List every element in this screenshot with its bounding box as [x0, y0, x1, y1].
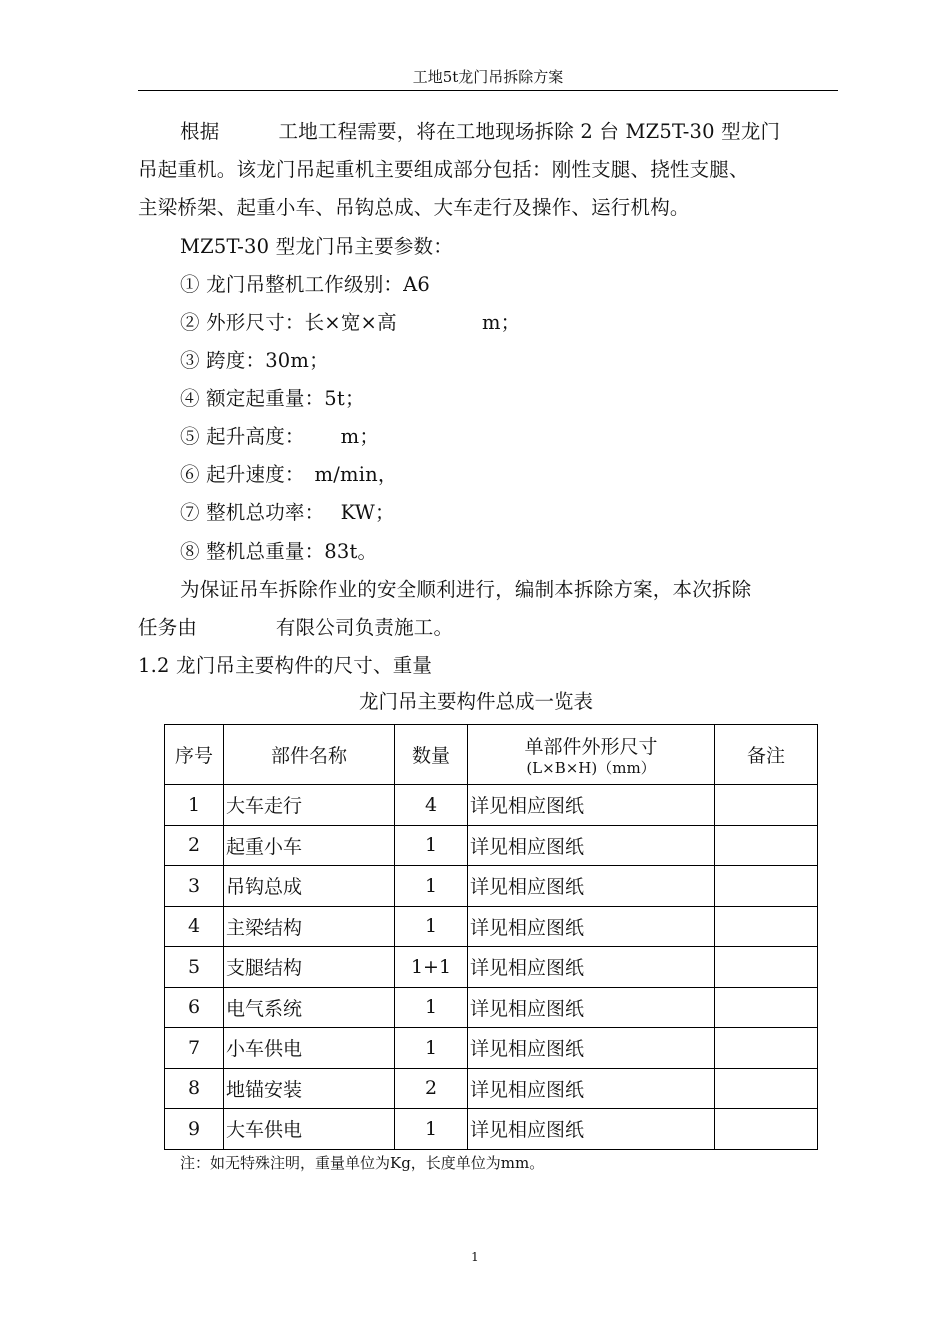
table-note: 注：如无特殊注明，重量单位为Kg，长度单位为mm。	[180, 1154, 545, 1172]
cell-qty: 1	[395, 825, 468, 866]
table-title: 龙门吊主要构件总成一览表	[358, 690, 593, 713]
cell-remark	[715, 906, 818, 947]
table-row	[165, 1068, 818, 1109]
cell-remark	[715, 785, 818, 826]
cell-name: 小车供电	[224, 1028, 395, 1069]
cell-size: 详见相应图纸	[468, 906, 715, 947]
paragraph-intro-line-1: 根据 工地工程需要，将在工地现场拆除 2 台 MZ5T-30 型龙门	[180, 120, 781, 143]
param-item-7: ⑦ 整机总功率： KW；	[180, 501, 395, 524]
param-item-2: ② 外形尺寸：长×宽×高 m；	[180, 311, 521, 334]
cell-qty: 1	[395, 1109, 468, 1150]
cell-no: 1	[165, 785, 224, 826]
cell-no: 5	[165, 947, 224, 988]
page-header-title: 工地5t龙门吊拆除方案	[412, 68, 564, 86]
paragraph-intro-line-3: 主梁桥架、起重小车、吊钩总成、大车走行及操作、运行机构。	[138, 196, 690, 219]
cell-name: 大车走行	[224, 785, 395, 826]
table-row	[165, 987, 818, 1028]
cell-name: 起重小车	[224, 825, 395, 866]
header-size	[468, 725, 715, 785]
header-no: 序号	[165, 725, 224, 785]
paragraph-intro-line-2: 吊起重机。该龙门吊起重机主要组成部分包括：刚性支腿、挠性支腿、	[138, 158, 749, 181]
cell-size: 详见相应图纸	[468, 1109, 715, 1150]
page-number: 1	[471, 1250, 479, 1264]
cell-qty: 2	[395, 1068, 468, 1109]
cell-no: 6	[165, 987, 224, 1028]
table-row	[165, 866, 818, 907]
cell-name: 吊钩总成	[224, 866, 395, 907]
cell-size: 详见相应图纸	[468, 947, 715, 988]
header-size-units: (L×B×H)（mm）	[526, 759, 656, 777]
table-row	[165, 906, 818, 947]
header-remark: 备注	[715, 725, 818, 785]
cell-qty: 1+1	[395, 947, 468, 988]
table-row	[165, 947, 818, 988]
cell-qty: 4	[395, 785, 468, 826]
cell-remark	[715, 1028, 818, 1069]
param-item-6: ⑥ 起升速度： m/min，	[180, 463, 398, 486]
param-item-3: ③ 跨度：30m；	[180, 349, 329, 372]
cell-remark	[715, 947, 818, 988]
cell-size: 详见相应图纸	[468, 785, 715, 826]
header-size-label: 单部件外形尺寸	[524, 736, 658, 758]
cell-qty: 1	[395, 866, 468, 907]
header-divider	[138, 90, 838, 91]
cell-no: 2	[165, 825, 224, 866]
cell-no: 8	[165, 1068, 224, 1109]
cell-name: 大车供电	[224, 1109, 395, 1150]
cell-name: 主梁结构	[224, 906, 395, 947]
cell-qty: 1	[395, 987, 468, 1028]
paragraph-scope-line-1: 为保证吊车拆除作业的安全顺利进行，编制本拆除方案，本次拆除	[180, 578, 752, 601]
cell-qty: 1	[395, 906, 468, 947]
cell-remark	[715, 825, 818, 866]
param-item-1: ① 龙门吊整机工作级别：A6	[180, 273, 430, 296]
cell-size: 详见相应图纸	[468, 1068, 715, 1109]
paragraph-scope-line-2: 任务由 有限公司负责施工。	[138, 616, 454, 639]
cell-remark	[715, 1109, 818, 1150]
components-table	[164, 724, 818, 1150]
cell-size: 详见相应图纸	[468, 825, 715, 866]
param-item-4: ④ 额定起重量：5t；	[180, 387, 365, 410]
section-heading: 1.2 龙门吊主要构件的尺寸、重量	[138, 654, 433, 677]
cell-qty: 1	[395, 1028, 468, 1069]
header-qty: 数量	[395, 725, 468, 785]
table-header-row	[165, 725, 818, 785]
cell-size: 详见相应图纸	[468, 987, 715, 1028]
cell-remark	[715, 1068, 818, 1109]
table-row	[165, 1028, 818, 1069]
table-row	[165, 825, 818, 866]
cell-name: 地锚安装	[224, 1068, 395, 1109]
cell-name: 电气系统	[224, 987, 395, 1028]
cell-no: 7	[165, 1028, 224, 1069]
cell-remark	[715, 987, 818, 1028]
param-item-5: ⑤ 起升高度： m；	[180, 425, 380, 448]
table-row	[165, 1109, 818, 1150]
cell-size: 详见相应图纸	[468, 866, 715, 907]
cell-name: 支腿结构	[224, 947, 395, 988]
param-item-8: ⑧ 整机总重量：83t。	[180, 540, 378, 563]
cell-no: 4	[165, 906, 224, 947]
params-title: MZ5T-30 型龙门吊主要参数：	[180, 235, 453, 258]
cell-no: 9	[165, 1109, 224, 1150]
cell-no: 3	[165, 866, 224, 907]
header-name: 部件名称	[224, 725, 395, 785]
cell-size: 详见相应图纸	[468, 1028, 715, 1069]
cell-remark	[715, 866, 818, 907]
table-row	[165, 785, 818, 826]
